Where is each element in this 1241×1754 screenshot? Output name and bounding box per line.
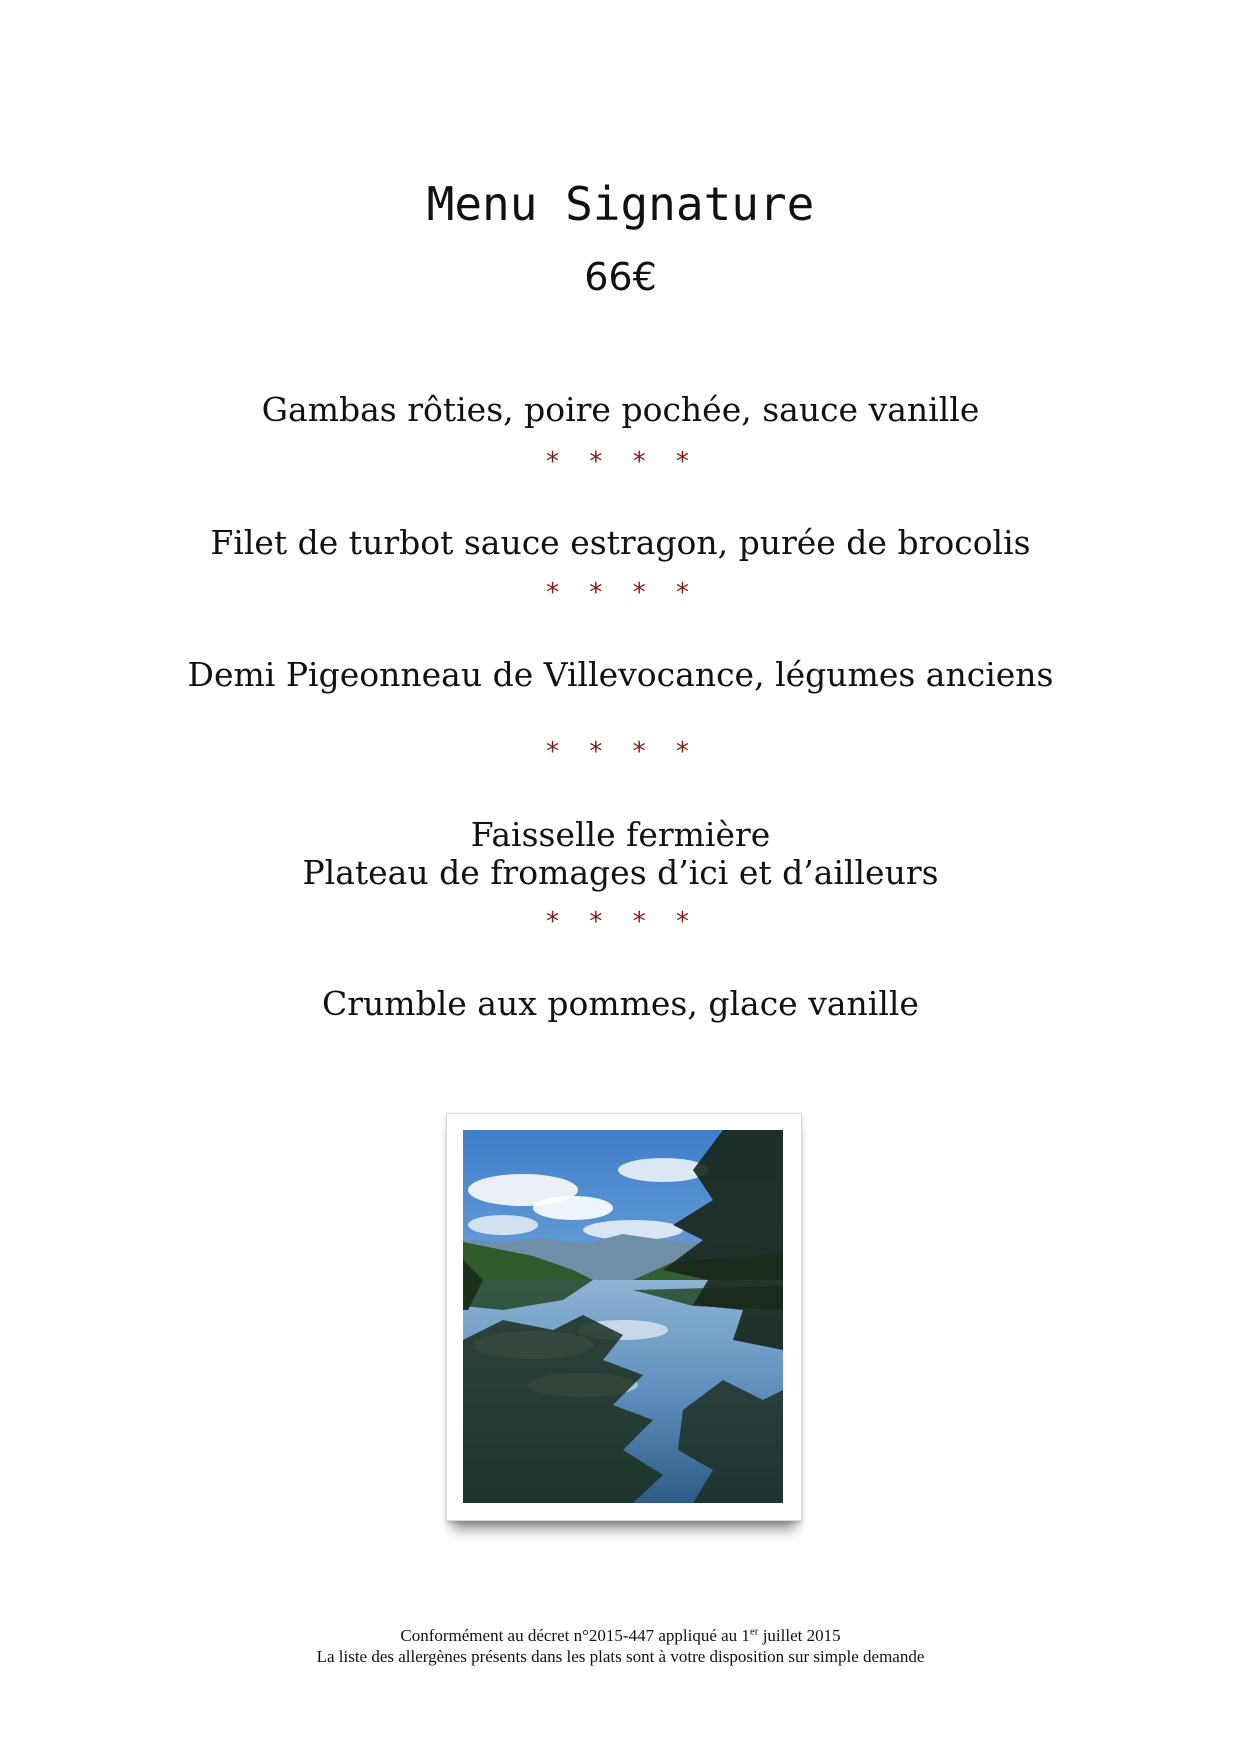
footer-decree-text: Conformément au décret n°2015-447 appliqué au 1 xyxy=(400,1626,750,1645)
footer-decree xyxy=(0,1625,1241,1646)
footer-allergens: La liste des allergènes présents dans les plats sont à votre disposition sur simple demande xyxy=(316,1647,925,1666)
course-cheese-1: Faisselle fermière xyxy=(470,815,771,854)
course-cheese-2: Plateau de fromages d’ici et d’ailleurs xyxy=(302,853,939,892)
course-fish: Filet de turbot sauce estragon, purée de brocolis xyxy=(210,523,1031,562)
course-dessert: Crumble aux pommes, glace vanille xyxy=(322,984,919,1023)
menu-title: Menu Signature xyxy=(426,177,815,231)
course-starter: Gambas rôties, poire pochée, sauce vanille xyxy=(261,390,980,429)
separator: * * * * xyxy=(544,578,697,608)
course-meat: Demi Pigeonneau de Villevocance, légumes anciens xyxy=(187,655,1054,694)
lake-photo-frame xyxy=(446,1113,802,1521)
menu-price: 66€ xyxy=(584,255,657,299)
lake-photo xyxy=(463,1130,783,1503)
footer-decree-sup: er xyxy=(749,1625,759,1638)
separator: * * * * xyxy=(544,447,697,477)
separator: * * * * xyxy=(544,737,697,767)
separator: * * * * xyxy=(544,907,697,937)
footer-decree-date: juillet 2015 xyxy=(758,1626,841,1645)
